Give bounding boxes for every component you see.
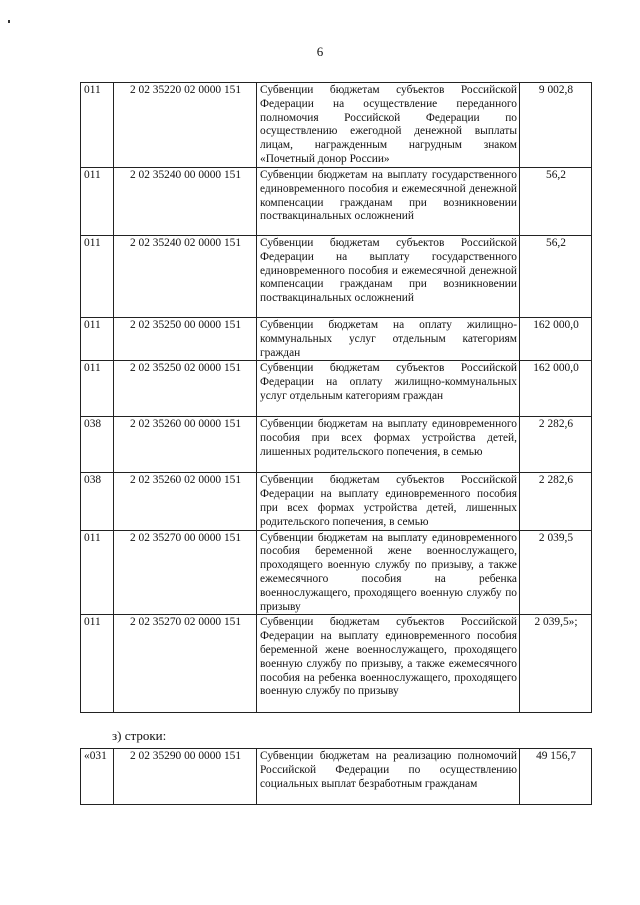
- table-row: [81, 530, 592, 615]
- amount-cell: 2 282,6: [520, 417, 592, 473]
- revenue-description-cell: Субвенции бюджетам субъектов Российской Федерации на выплату единовременного пособия при всех формах устройства детей, лишенных родительского попечения, в семью: [257, 473, 520, 530]
- revenue-description-cell: Субвенции бюджетам субъектов Российской Федерации на выплату единовременного пособия беременной жене военнослужащего, проходящего военную службу по призыву, а также ежемесячного пособия на ребенка военнослужащего, проходящего военную службу по призыву: [257, 615, 520, 713]
- budget-classification-code-cell: 2 02 35240 02 0000 151: [114, 236, 257, 318]
- page-number: 6: [316, 44, 324, 59]
- admin-code-cell: 011: [81, 361, 114, 417]
- revenue-description-cell: Субвенции бюджетам субъектов Российской Федерации на выплату государственного единовременного пособия и ежемесячной денежной компенсации гражданам при возникновении поствакцинальных осложнений: [257, 236, 520, 318]
- revenue-description-cell: Субвенции бюджетам на выплату государственного единовременного пособия и ежемесячной денежной компенсации гражданам при возникновении поствакцинальных осложнений: [257, 168, 520, 236]
- budget-classification-code-cell: 2 02 35260 00 0000 151: [114, 417, 257, 473]
- admin-code-cell: 038: [81, 417, 114, 473]
- table-row: [81, 168, 592, 236]
- amount-cell: 56,2: [520, 168, 592, 236]
- budget-classification-code-cell: 2 02 35270 00 0000 151: [114, 530, 257, 615]
- scan-speck: [8, 20, 10, 23]
- amount-cell: 162 000,0: [520, 361, 592, 417]
- table-row: [81, 236, 592, 318]
- admin-code-cell: 011: [81, 530, 114, 615]
- revenue-description-cell: Субвенции бюджетам на выплату единовременного пособия при всех формах устройства детей, лишенных родительского попечения, в семью: [257, 417, 520, 473]
- table-row: [81, 361, 592, 417]
- table-row: [81, 318, 592, 361]
- admin-code-cell: 011: [81, 168, 114, 236]
- revenue-description-cell: Субвенции бюджетам на реализацию полномочий Российской Федерации по осуществлению социальных выплат безработным гражданам: [257, 749, 520, 805]
- table-row: [81, 749, 592, 805]
- section-label: з) строки:: [112, 728, 167, 743]
- amount-cell: 49 156,7: [520, 749, 592, 805]
- admin-code-cell: 038: [81, 473, 114, 530]
- budget-classification-code-cell: 2 02 35290 00 0000 151: [114, 749, 257, 805]
- admin-code-cell: «031: [81, 749, 114, 805]
- revenue-table-section-z: [80, 748, 592, 805]
- table-row: [81, 615, 592, 713]
- revenue-description-cell: Субвенции бюджетам на выплату единовременного пособия беременной жене военнослужащего, проходящего военную службу по призыву, а также ежемесячного пособия на ребенка военнослужащего, проходящего военную службу по призыву: [257, 530, 520, 615]
- table-row: [81, 473, 592, 530]
- revenue-description-cell: Субвенции бюджетам субъектов Российской Федерации на осуществление переданного полномочия Российской Федерации по осуществлению ежегодной денежной выплаты лицам, награжденным нагрудным знаком «Почетный донор России»: [257, 83, 520, 168]
- admin-code-cell: 011: [81, 236, 114, 318]
- table-row: [81, 417, 592, 473]
- amount-cell: 162 000,0: [520, 318, 592, 361]
- budget-classification-code-cell: 2 02 35260 02 0000 151: [114, 473, 257, 530]
- budget-classification-code-cell: 2 02 35220 02 0000 151: [114, 83, 257, 168]
- amount-cell: 2 039,5»;: [520, 615, 592, 713]
- amount-cell: 2 039,5: [520, 530, 592, 615]
- budget-classification-code-cell: 2 02 35240 00 0000 151: [114, 168, 257, 236]
- revenue-table: [80, 82, 592, 713]
- admin-code-cell: 011: [81, 318, 114, 361]
- admin-code-cell: 011: [81, 615, 114, 713]
- amount-cell: 2 282,6: [520, 473, 592, 530]
- amount-cell: 56,2: [520, 236, 592, 318]
- table-row: [81, 83, 592, 168]
- amount-cell: 9 002,8: [520, 83, 592, 168]
- budget-classification-code-cell: 2 02 35270 02 0000 151: [114, 615, 257, 713]
- revenue-description-cell: Субвенции бюджетам субъектов Российской Федерации на оплату жилищно-коммунальных услуг отдельным категориям граждан: [257, 361, 520, 417]
- budget-classification-code-cell: 2 02 35250 02 0000 151: [114, 361, 257, 417]
- admin-code-cell: 011: [81, 83, 114, 168]
- revenue-description-cell: Субвенции бюджетам на оплату жилищно-коммунальных услуг отдельным категориям граждан: [257, 318, 520, 361]
- budget-classification-code-cell: 2 02 35250 00 0000 151: [114, 318, 257, 361]
